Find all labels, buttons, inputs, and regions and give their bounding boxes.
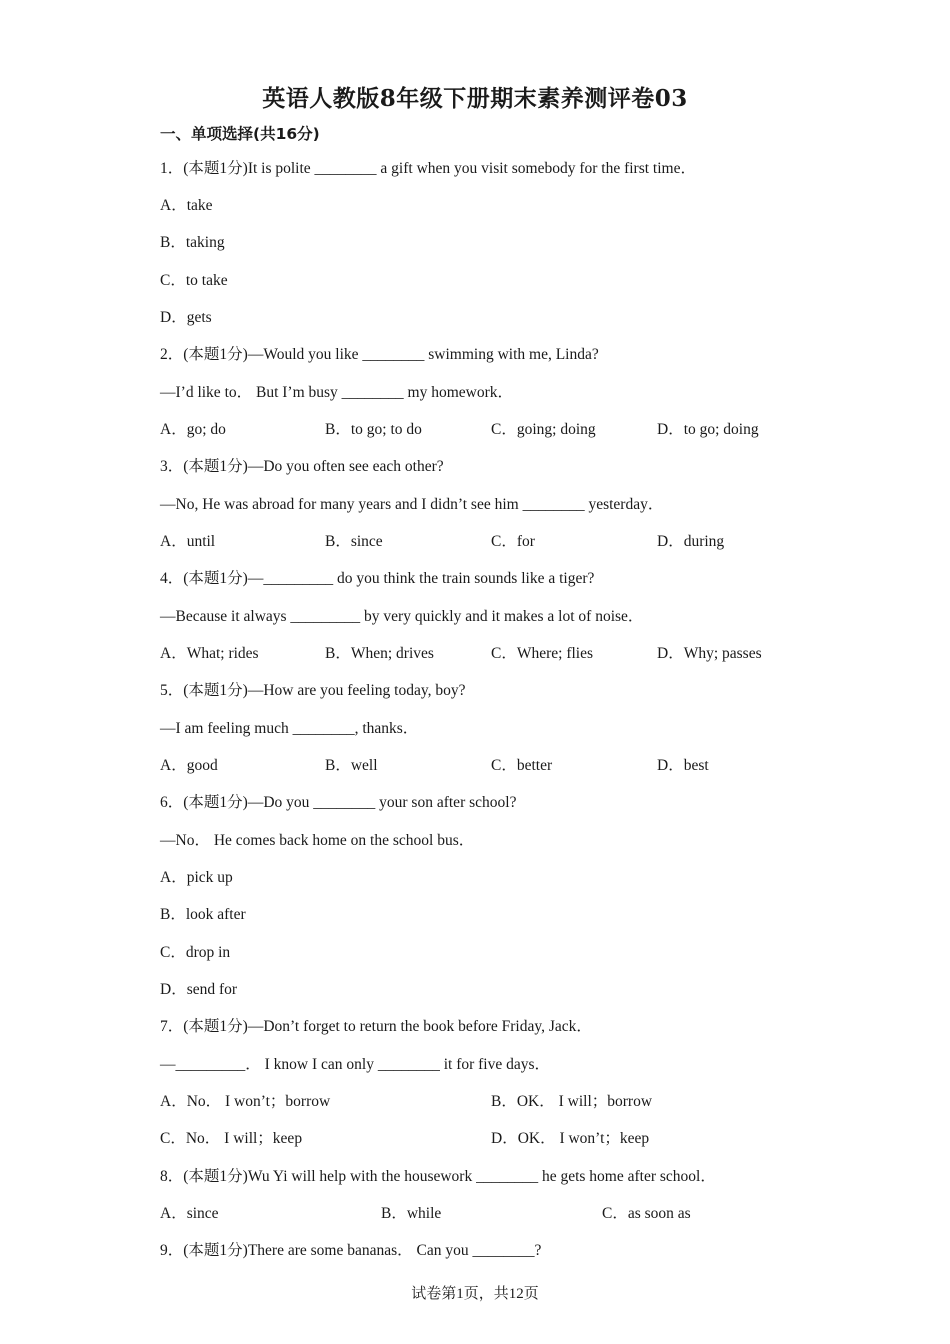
question-3-option-b: B．since — [325, 533, 383, 550]
question-2-stem-reply: —I’d like to． But I’m busy ________ my homework． — [160, 384, 514, 401]
question-3-stem: 3．(本题1分)—Do you often see each other? — [160, 458, 444, 475]
question-8-option-c: C．as soon as — [602, 1205, 691, 1222]
question-7-stem-reply: —_________． I know I can only ________ it for five days． — [160, 1056, 551, 1073]
question-3-stem-reply: —No, He was abroad for many years and I didn’t see him ________ yesterday． — [160, 496, 664, 513]
question-8-option-b: B．while — [381, 1205, 442, 1222]
question-5-stem: 5．(本题1分)—How are you feeling today, boy? — [160, 682, 466, 699]
question-7-option-d: D．OK． I won’t；keep — [491, 1130, 650, 1147]
question-2-option-d: D．to go; doing — [657, 421, 759, 438]
question-1-option-b: B．taking — [160, 234, 225, 251]
question-5-option-b: B．well — [325, 757, 378, 774]
question-2-option-c: C．going; doing — [491, 421, 596, 438]
question-2-stem: 2．(本题1分)—Would you like ________ swimming with me, Linda? — [160, 346, 599, 363]
question-4-stem-reply: —Because it always _________ by very quickly and it makes a lot of noise． — [160, 608, 644, 625]
question-1-option-c: C．to take — [160, 272, 228, 289]
question-1-option-d: D．gets — [160, 309, 212, 326]
question-5-option-a: A．good — [160, 757, 218, 774]
question-6-stem-reply: —No． He comes back home on the school bus． — [160, 832, 475, 849]
question-8-stem: 8．(本题1分)Wu Yi will help with the housework ________ he gets home after school． — [160, 1168, 716, 1185]
question-6-option-d: D．send for — [160, 981, 238, 998]
question-4-option-a: A．What; rides — [160, 645, 259, 662]
question-8-option-a: A．since — [160, 1205, 219, 1222]
question-3-option-c: C．for — [491, 533, 535, 550]
question-3-option-a: A．until — [160, 533, 216, 550]
question-5-option-d: D．best — [657, 757, 709, 774]
question-7-stem: 7．(本题1分)—Don’t forget to return the book before Friday, Jack． — [160, 1018, 592, 1035]
question-7-option-a: A．No． I won’t；borrow — [160, 1093, 331, 1110]
question-6-stem: 6．(本题1分)—Do you ________ your son after school? — [160, 794, 517, 811]
question-7-option-c: C．No． I will；keep — [160, 1130, 303, 1147]
question-3-option-d: D．during — [657, 533, 725, 550]
question-7-option-b: B．OK． I will；borrow — [491, 1093, 653, 1110]
section-heading: 一、单项选择(共16分) — [160, 125, 320, 143]
question-6-option-c: C．drop in — [160, 944, 231, 961]
question-9-stem: 9．(本题1分)There are some bananas． Can you ________? — [160, 1242, 542, 1259]
question-6-option-b: B．look after — [160, 906, 246, 923]
question-5-option-c: C．better — [491, 757, 553, 774]
question-4-stem: 4．(本题1分)—_________ do you think the train sounds like a tiger? — [160, 570, 595, 587]
question-2-option-a: A．go; do — [160, 421, 226, 438]
page-title: 英语人教版8年级下册期末素养测评卷03 — [262, 85, 688, 112]
question-5-stem-reply: —I am feeling much ________, thanks． — [160, 720, 419, 737]
question-4-option-d: D．Why; passes — [657, 645, 762, 662]
question-4-option-b: B．When; drives — [325, 645, 434, 662]
question-1-stem: 1．(本题1分)It is polite ________ a gift when you visit somebody for the first time． — [160, 160, 696, 177]
question-2-option-b: B．to go; to do — [325, 421, 422, 438]
question-6-option-a: A．pick up — [160, 869, 233, 886]
question-4-option-c: C．Where; flies — [491, 645, 594, 662]
question-1-option-a: A．take — [160, 197, 213, 214]
page-footer: 试卷第1页，共12页 — [411, 1286, 539, 1302]
